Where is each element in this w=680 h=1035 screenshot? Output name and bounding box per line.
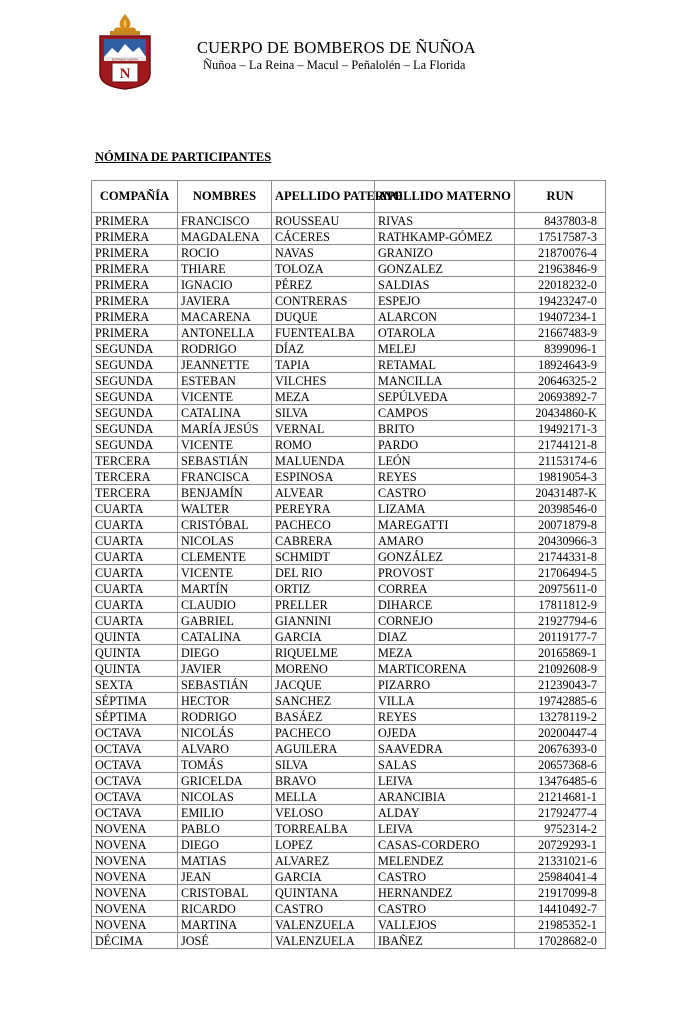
paternal-surname-cell: PACHECO: [272, 725, 375, 741]
paternal-surname-cell: ALVAREZ: [272, 853, 375, 869]
company-cell: PRIMERA: [92, 229, 178, 245]
names-cell: CLAUDIO: [178, 597, 272, 613]
maternal-surname-cell: CASAS-CORDERO: [375, 837, 515, 853]
company-cell: PRIMERA: [92, 309, 178, 325]
table-row: [92, 933, 606, 949]
table-row: [92, 901, 606, 917]
company-cell: SEGUNDA: [92, 373, 178, 389]
names-cell: EMILIO: [178, 805, 272, 821]
table-header: [92, 181, 606, 213]
run-cell: 21792477-4: [515, 805, 606, 821]
run-cell: 17811812-9: [515, 597, 606, 613]
table-body: [92, 213, 606, 949]
company-cell: CUARTA: [92, 501, 178, 517]
maternal-surname-cell: GONZALEZ: [375, 261, 515, 277]
names-cell: GRICELDA: [178, 773, 272, 789]
run-cell: 20071879-8: [515, 517, 606, 533]
company-cell: NOVENA: [92, 853, 178, 869]
column-header-company: COMPAÑÍA: [92, 181, 178, 213]
run-cell: 21927794-6: [515, 613, 606, 629]
paternal-surname-cell: TOLOZA: [272, 261, 375, 277]
company-cell: NOVENA: [92, 837, 178, 853]
maternal-surname-cell: MELENDEZ: [375, 853, 515, 869]
run-cell: 20676393-0: [515, 741, 606, 757]
maternal-surname-cell: OJEDA: [375, 725, 515, 741]
table-row: [92, 261, 606, 277]
maternal-surname-cell: REYES: [375, 709, 515, 725]
maternal-surname-cell: CASTRO: [375, 485, 515, 501]
paternal-surname-cell: GARCIA: [272, 869, 375, 885]
company-cell: NOVENA: [92, 869, 178, 885]
paternal-surname-cell: MORENO: [272, 661, 375, 677]
run-cell: 20975611-0: [515, 581, 606, 597]
names-cell: MATIAS: [178, 853, 272, 869]
paternal-surname-cell: ORTIZ: [272, 581, 375, 597]
participants-table: [91, 180, 606, 949]
paternal-surname-cell: VELOSO: [272, 805, 375, 821]
run-cell: 20693892-7: [515, 389, 606, 405]
paternal-surname-cell: GIANNINI: [272, 613, 375, 629]
paternal-surname-cell: JACQUE: [272, 677, 375, 693]
paternal-surname-cell: GARCIA: [272, 629, 375, 645]
table-row: [92, 437, 606, 453]
names-cell: ALVARO: [178, 741, 272, 757]
company-cell: CUARTA: [92, 565, 178, 581]
names-cell: IGNACIO: [178, 277, 272, 293]
company-cell: SEXTA: [92, 677, 178, 693]
maternal-surname-cell: HERNANDEZ: [375, 885, 515, 901]
maternal-surname-cell: IBAÑEZ: [375, 933, 515, 949]
table-row: [92, 389, 606, 405]
page-header: [0, 0, 680, 90]
company-cell: QUINTA: [92, 661, 178, 677]
run-cell: 8437803-8: [515, 213, 606, 229]
paternal-surname-cell: PACHECO: [272, 517, 375, 533]
maternal-surname-cell: REYES: [375, 469, 515, 485]
company-cell: PRIMERA: [92, 325, 178, 341]
table-row: [92, 805, 606, 821]
names-cell: RODRIGO: [178, 709, 272, 725]
table-row: [92, 837, 606, 853]
maternal-surname-cell: CORREA: [375, 581, 515, 597]
company-cell: NOVENA: [92, 885, 178, 901]
names-cell: ROCIO: [178, 245, 272, 261]
company-cell: SEGUNDA: [92, 389, 178, 405]
paternal-surname-cell: DUQUE: [272, 309, 375, 325]
company-cell: TERCERA: [92, 453, 178, 469]
company-cell: OCTAVA: [92, 773, 178, 789]
run-cell: 25984041-4: [515, 869, 606, 885]
names-cell: JEANNETTE: [178, 357, 272, 373]
run-cell: 17517587-3: [515, 229, 606, 245]
maternal-surname-cell: CAMPOS: [375, 405, 515, 421]
run-cell: 20119177-7: [515, 629, 606, 645]
company-cell: CUARTA: [92, 597, 178, 613]
maternal-surname-cell: BRITO: [375, 421, 515, 437]
run-cell: 20646325-2: [515, 373, 606, 389]
run-cell: 14410492-7: [515, 901, 606, 917]
run-cell: 17028682-0: [515, 933, 606, 949]
table-row: [92, 213, 606, 229]
paternal-surname-cell: FUENTEALBA: [272, 325, 375, 341]
column-header-run: RUN: [515, 181, 606, 213]
maternal-surname-cell: MARTICORENA: [375, 661, 515, 677]
table-row: [92, 341, 606, 357]
table-row: [92, 661, 606, 677]
organization-title: CUERPO DE BOMBEROS DE ÑUÑOA: [197, 38, 476, 57]
paternal-surname-cell: BRAVO: [272, 773, 375, 789]
names-cell: NICOLAS: [178, 789, 272, 805]
names-cell: DIEGO: [178, 645, 272, 661]
table-row: [92, 853, 606, 869]
names-cell: ESTEBAN: [178, 373, 272, 389]
run-cell: 13476485-6: [515, 773, 606, 789]
run-cell: 21870076-4: [515, 245, 606, 261]
run-cell: 21331021-6: [515, 853, 606, 869]
table-header-row: [92, 181, 606, 213]
run-cell: 20398546-0: [515, 501, 606, 517]
company-cell: CUARTA: [92, 581, 178, 597]
run-cell: 21963846-9: [515, 261, 606, 277]
table-row: [92, 357, 606, 373]
company-cell: PRIMERA: [92, 293, 178, 309]
company-cell: PRIMERA: [92, 245, 178, 261]
paternal-surname-cell: CASTRO: [272, 901, 375, 917]
paternal-surname-cell: ESPINOSA: [272, 469, 375, 485]
paternal-surname-cell: MELLA: [272, 789, 375, 805]
table-row: [92, 405, 606, 421]
maternal-surname-cell: LEIVA: [375, 773, 515, 789]
paternal-surname-cell: LOPEZ: [272, 837, 375, 853]
names-cell: FRANCISCO: [178, 213, 272, 229]
run-cell: 21092608-9: [515, 661, 606, 677]
names-cell: MARTINA: [178, 917, 272, 933]
names-cell: VICENTE: [178, 389, 272, 405]
paternal-surname-cell: NAVAS: [272, 245, 375, 261]
run-cell: 9752314-2: [515, 821, 606, 837]
table-row: [92, 245, 606, 261]
run-cell: 20165869-1: [515, 645, 606, 661]
names-cell: VICENTE: [178, 565, 272, 581]
company-cell: OCTAVA: [92, 757, 178, 773]
maternal-surname-cell: LEÓN: [375, 453, 515, 469]
maternal-surname-cell: ESPEJO: [375, 293, 515, 309]
table-row: [92, 725, 606, 741]
company-cell: CUARTA: [92, 517, 178, 533]
paternal-surname-cell: DEL RIO: [272, 565, 375, 581]
maternal-surname-cell: SALDIAS: [375, 277, 515, 293]
table-row: [92, 693, 606, 709]
paternal-surname-cell: CÁCERES: [272, 229, 375, 245]
names-cell: FRANCISCA: [178, 469, 272, 485]
run-cell: 21744331-8: [515, 549, 606, 565]
table-row: [92, 869, 606, 885]
names-cell: VICENTE: [178, 437, 272, 453]
company-cell: SEGUNDA: [92, 421, 178, 437]
maternal-surname-cell: VALLEJOS: [375, 917, 515, 933]
company-cell: OCTAVA: [92, 805, 178, 821]
table-row: [92, 629, 606, 645]
paternal-surname-cell: PEREYRA: [272, 501, 375, 517]
table-row: [92, 453, 606, 469]
paternal-surname-cell: RIQUELME: [272, 645, 375, 661]
table-row: [92, 485, 606, 501]
names-cell: JEAN: [178, 869, 272, 885]
run-cell: 20431487-K: [515, 485, 606, 501]
names-cell: BENJAMÍN: [178, 485, 272, 501]
maternal-surname-cell: VILLA: [375, 693, 515, 709]
company-cell: OCTAVA: [92, 789, 178, 805]
paternal-surname-cell: TORREALBA: [272, 821, 375, 837]
table-row: [92, 645, 606, 661]
company-cell: TERCERA: [92, 485, 178, 501]
names-cell: ANTONELLA: [178, 325, 272, 341]
paternal-surname-cell: AGUILERA: [272, 741, 375, 757]
company-cell: PRIMERA: [92, 213, 178, 229]
maternal-surname-cell: RIVAS: [375, 213, 515, 229]
company-cell: QUINTA: [92, 645, 178, 661]
run-cell: 19407234-1: [515, 309, 606, 325]
run-cell: 21239043-7: [515, 677, 606, 693]
maternal-surname-cell: CASTRO: [375, 901, 515, 917]
names-cell: WALTER: [178, 501, 272, 517]
run-cell: 21985352-1: [515, 917, 606, 933]
names-cell: MACARENA: [178, 309, 272, 325]
names-cell: SEBASTIÁN: [178, 677, 272, 693]
paternal-surname-cell: TAPIA: [272, 357, 375, 373]
run-cell: 19819054-3: [515, 469, 606, 485]
company-cell: DÉCIMA: [92, 933, 178, 949]
run-cell: 13278119-2: [515, 709, 606, 725]
maternal-surname-cell: DIAZ: [375, 629, 515, 645]
maternal-surname-cell: OTAROLA: [375, 325, 515, 341]
company-cell: SEGUNDA: [92, 357, 178, 373]
names-cell: PABLO: [178, 821, 272, 837]
table-row: [92, 917, 606, 933]
svg-text:N: N: [119, 66, 131, 82]
maternal-surname-cell: LIZAMA: [375, 501, 515, 517]
names-cell: HECTOR: [178, 693, 272, 709]
names-cell: SEBASTIÁN: [178, 453, 272, 469]
maternal-surname-cell: SALAS: [375, 757, 515, 773]
column-header-paternal-surname: APELLIDO PATERNO: [272, 181, 375, 213]
section-title: NÓMINA DE PARTICIPANTES: [95, 150, 272, 164]
table-row: [92, 885, 606, 901]
company-cell: NOVENA: [92, 901, 178, 917]
table-row: [92, 325, 606, 341]
company-cell: OCTAVA: [92, 725, 178, 741]
company-cell: OCTAVA: [92, 741, 178, 757]
names-cell: RODRIGO: [178, 341, 272, 357]
maternal-surname-cell: ALARCON: [375, 309, 515, 325]
maternal-surname-cell: PIZARRO: [375, 677, 515, 693]
names-cell: CATALINA: [178, 405, 272, 421]
company-cell: SEGUNDA: [92, 437, 178, 453]
maternal-surname-cell: MEZA: [375, 645, 515, 661]
maternal-surname-cell: MAREGATTI: [375, 517, 515, 533]
maternal-surname-cell: DIHARCE: [375, 597, 515, 613]
maternal-surname-cell: GRANIZO: [375, 245, 515, 261]
column-header-names: NOMBRES: [178, 181, 272, 213]
paternal-surname-cell: ROMO: [272, 437, 375, 453]
company-cell: PRIMERA: [92, 277, 178, 293]
names-cell: GABRIEL: [178, 613, 272, 629]
maternal-surname-cell: ARANCIBIA: [375, 789, 515, 805]
table-row: [92, 421, 606, 437]
maternal-surname-cell: GONZÁLEZ: [375, 549, 515, 565]
company-cell: NOVENA: [92, 917, 178, 933]
company-cell: CUARTA: [92, 549, 178, 565]
fire-department-crest-logo: [96, 12, 154, 90]
names-cell: NICOLAS: [178, 533, 272, 549]
paternal-surname-cell: MALUENDA: [272, 453, 375, 469]
maternal-surname-cell: LEIVA: [375, 821, 515, 837]
maternal-surname-cell: CASTRO: [375, 869, 515, 885]
company-cell: NOVENA: [92, 821, 178, 837]
table-row: [92, 581, 606, 597]
names-cell: JAVIERA: [178, 293, 272, 309]
table-row: [92, 549, 606, 565]
company-cell: SÉPTIMA: [92, 709, 178, 725]
table-row: [92, 565, 606, 581]
table-row: [92, 501, 606, 517]
paternal-surname-cell: SANCHEZ: [272, 693, 375, 709]
names-cell: CRISTÓBAL: [178, 517, 272, 533]
run-cell: 21917099-8: [515, 885, 606, 901]
company-cell: PRIMERA: [92, 261, 178, 277]
run-cell: 21153174-6: [515, 453, 606, 469]
names-cell: JAVIER: [178, 661, 272, 677]
table-row: [92, 773, 606, 789]
run-cell: 8399096-1: [515, 341, 606, 357]
maternal-surname-cell: MELEJ: [375, 341, 515, 357]
maternal-surname-cell: PROVOST: [375, 565, 515, 581]
run-cell: 20657368-6: [515, 757, 606, 773]
table-row: [92, 597, 606, 613]
column-header-maternal-surname: APELLIDO MATERNO: [375, 181, 515, 213]
run-cell: 21667483-9: [515, 325, 606, 341]
names-cell: MAGDALENA: [178, 229, 272, 245]
paternal-surname-cell: QUINTANA: [272, 885, 375, 901]
names-cell: MARÍA JESÚS: [178, 421, 272, 437]
paternal-surname-cell: CABRERA: [272, 533, 375, 549]
maternal-surname-cell: SEPÚLVEDA: [375, 389, 515, 405]
names-cell: CLEMENTE: [178, 549, 272, 565]
run-cell: 18924643-9: [515, 357, 606, 373]
paternal-surname-cell: CONTRERAS: [272, 293, 375, 309]
table-row: [92, 229, 606, 245]
table-row: [92, 533, 606, 549]
company-cell: SEGUNDA: [92, 341, 178, 357]
paternal-surname-cell: SCHMIDT: [272, 549, 375, 565]
run-cell: 20200447-4: [515, 725, 606, 741]
names-cell: MARTÍN: [178, 581, 272, 597]
paternal-surname-cell: ALVEAR: [272, 485, 375, 501]
table-row: [92, 309, 606, 325]
names-cell: TOMÁS: [178, 757, 272, 773]
table-row: [92, 613, 606, 629]
table-row: [92, 757, 606, 773]
paternal-surname-cell: BASÁEZ: [272, 709, 375, 725]
run-cell: 20434860-K: [515, 405, 606, 421]
table-row: [92, 677, 606, 693]
paternal-surname-cell: SILVA: [272, 405, 375, 421]
maternal-surname-cell: MANCILLA: [375, 373, 515, 389]
maternal-surname-cell: SAAVEDRA: [375, 741, 515, 757]
maternal-surname-cell: RETAMAL: [375, 357, 515, 373]
table-row: [92, 789, 606, 805]
run-cell: 21214681-1: [515, 789, 606, 805]
company-cell: CUARTA: [92, 533, 178, 549]
paternal-surname-cell: PÉREZ: [272, 277, 375, 293]
paternal-surname-cell: ROUSSEAU: [272, 213, 375, 229]
table-row: [92, 741, 606, 757]
names-cell: RICARDO: [178, 901, 272, 917]
paternal-surname-cell: VALENZUELA: [272, 917, 375, 933]
table-row: [92, 517, 606, 533]
table-row: [92, 709, 606, 725]
run-cell: 19742885-6: [515, 693, 606, 709]
paternal-surname-cell: DÍAZ: [272, 341, 375, 357]
names-cell: NICOLÁS: [178, 725, 272, 741]
table-row: [92, 821, 606, 837]
maternal-surname-cell: AMARO: [375, 533, 515, 549]
paternal-surname-cell: VALENZUELA: [272, 933, 375, 949]
run-cell: 19423247-0: [515, 293, 606, 309]
table-row: [92, 373, 606, 389]
paternal-surname-cell: PRELLER: [272, 597, 375, 613]
company-cell: QUINTA: [92, 629, 178, 645]
company-cell: CUARTA: [92, 613, 178, 629]
names-cell: THIARE: [178, 261, 272, 277]
paternal-surname-cell: VERNAL: [272, 421, 375, 437]
svg-text:ESTAMOS ALERTA: ESTAMOS ALERTA: [111, 57, 139, 62]
names-cell: CRISTOBAL: [178, 885, 272, 901]
run-cell: 20430966-3: [515, 533, 606, 549]
maternal-surname-cell: PARDO: [375, 437, 515, 453]
table-row: [92, 293, 606, 309]
run-cell: 21744121-8: [515, 437, 606, 453]
company-cell: SÉPTIMA: [92, 693, 178, 709]
table-row: [92, 277, 606, 293]
run-cell: 22018232-0: [515, 277, 606, 293]
organization-subtitle: Ñuñoa – La Reina – Macul – Peñalolén – La Florida: [203, 58, 466, 72]
maternal-surname-cell: RATHKAMP-GÓMEZ: [375, 229, 515, 245]
company-cell: SEGUNDA: [92, 405, 178, 421]
run-cell: 19492171-3: [515, 421, 606, 437]
paternal-surname-cell: MEZA: [272, 389, 375, 405]
maternal-surname-cell: CORNEJO: [375, 613, 515, 629]
names-cell: CATALINA: [178, 629, 272, 645]
names-cell: JOSÉ: [178, 933, 272, 949]
maternal-surname-cell: ALDAY: [375, 805, 515, 821]
run-cell: 20729293-1: [515, 837, 606, 853]
names-cell: DIEGO: [178, 837, 272, 853]
paternal-surname-cell: SILVA: [272, 757, 375, 773]
run-cell: 21706494-5: [515, 565, 606, 581]
paternal-surname-cell: VILCHES: [272, 373, 375, 389]
company-cell: TERCERA: [92, 469, 178, 485]
table-row: [92, 469, 606, 485]
